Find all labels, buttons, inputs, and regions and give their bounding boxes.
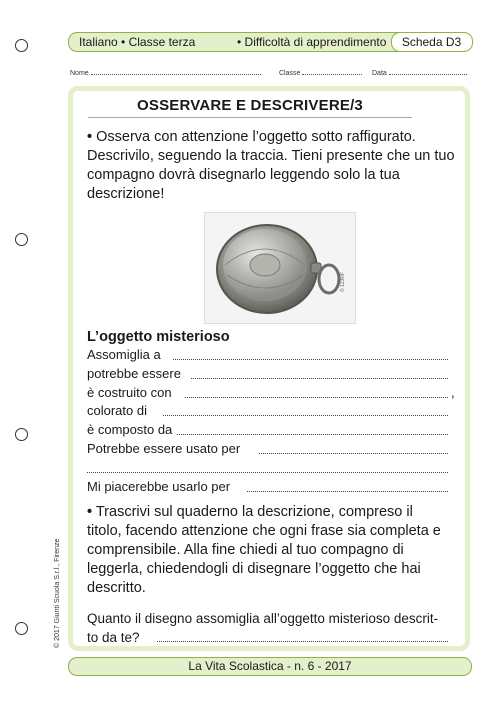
answer-line[interactable] <box>247 491 448 492</box>
row-label: è composto da <box>87 422 173 437</box>
intro-text: Osserva con attenzione l’oggetto sotto raffigurato. Descrivilo, seguendo la traccia. Tieni presente che un tuo compagno dovrà disegnarlo leggendo solo la tua descrizione! <box>87 129 455 202</box>
binder-hole <box>15 622 28 635</box>
answer-line[interactable] <box>177 434 448 435</box>
row-end-comma: , <box>451 385 455 400</box>
row-label: Mi piacerebbe usarlo per <box>87 479 231 494</box>
answer-line[interactable] <box>185 397 448 398</box>
photo-credit: © 123RF <box>340 271 346 292</box>
intro-paragraph <box>87 128 467 204</box>
binder-hole <box>15 233 28 246</box>
question-text: Quanto il disegno assomiglia all’oggetto misterioso descrit- <box>87 611 439 626</box>
question-line-2 <box>87 628 462 647</box>
answer-line[interactable] <box>163 415 448 416</box>
form-row <box>87 347 462 363</box>
form-heading: L’oggetto misterioso <box>87 329 230 345</box>
answer-line[interactable] <box>173 359 448 360</box>
binder-hole <box>15 39 28 52</box>
worksheet-title: OSSERVARE E DESCRIVERE/3 <box>137 97 363 114</box>
class-label: Classe <box>279 70 301 77</box>
topic-label: • Difficoltà di apprendimento <box>237 35 387 49</box>
answer-line[interactable] <box>191 378 448 379</box>
question-line-1 <box>87 609 462 628</box>
subject-label: Italiano • Classe terza <box>79 35 196 49</box>
footer-band: La Vita Scolastica - n. 6 - 2017 <box>68 657 472 676</box>
side-copyright: © 2017 Giunti Scuola S.r.l., Firenze <box>54 538 61 648</box>
pocket-watch-photo <box>204 212 356 324</box>
instructions-paragraph <box>87 503 447 598</box>
title-underline <box>88 117 412 118</box>
row-label: colorato di <box>87 403 147 418</box>
row-label: Assomiglia a <box>87 347 161 362</box>
instructions-text: Trascrivi sul quaderno la descrizione, compreso il titolo, facendo attenzione che ogni frase sia completa e comprensibile. Alla fine chiedi al tuo compagno di leggerla, chiedendogli di disegnare l’oggetto che hai descritto. <box>87 504 441 596</box>
form-row <box>87 441 462 457</box>
sheet-tag: Scheda D3 <box>391 32 473 52</box>
row-label: Potrebbe essere usato per <box>87 441 241 456</box>
binder-hole <box>15 428 28 441</box>
pocket-watch-illustration <box>205 213 355 323</box>
answer-line[interactable] <box>259 453 448 454</box>
bullet: • <box>87 129 93 145</box>
form-row <box>87 422 462 438</box>
row-label: è costruito con <box>87 385 172 400</box>
row-label: potrebbe essere <box>87 366 181 381</box>
form-row <box>87 366 462 382</box>
header-band <box>68 32 472 52</box>
name-label: Nome <box>70 70 89 77</box>
bullet: • <box>87 504 93 520</box>
class-field[interactable] <box>302 68 362 75</box>
form-row <box>87 403 462 419</box>
date-field[interactable] <box>389 68 467 75</box>
name-field[interactable] <box>91 68 261 75</box>
form-row <box>87 385 462 401</box>
answer-line[interactable] <box>87 472 448 473</box>
question-text: to da te? <box>87 630 140 645</box>
date-label: Data <box>372 70 387 77</box>
answer-line[interactable] <box>157 641 448 642</box>
form-row <box>87 479 462 495</box>
